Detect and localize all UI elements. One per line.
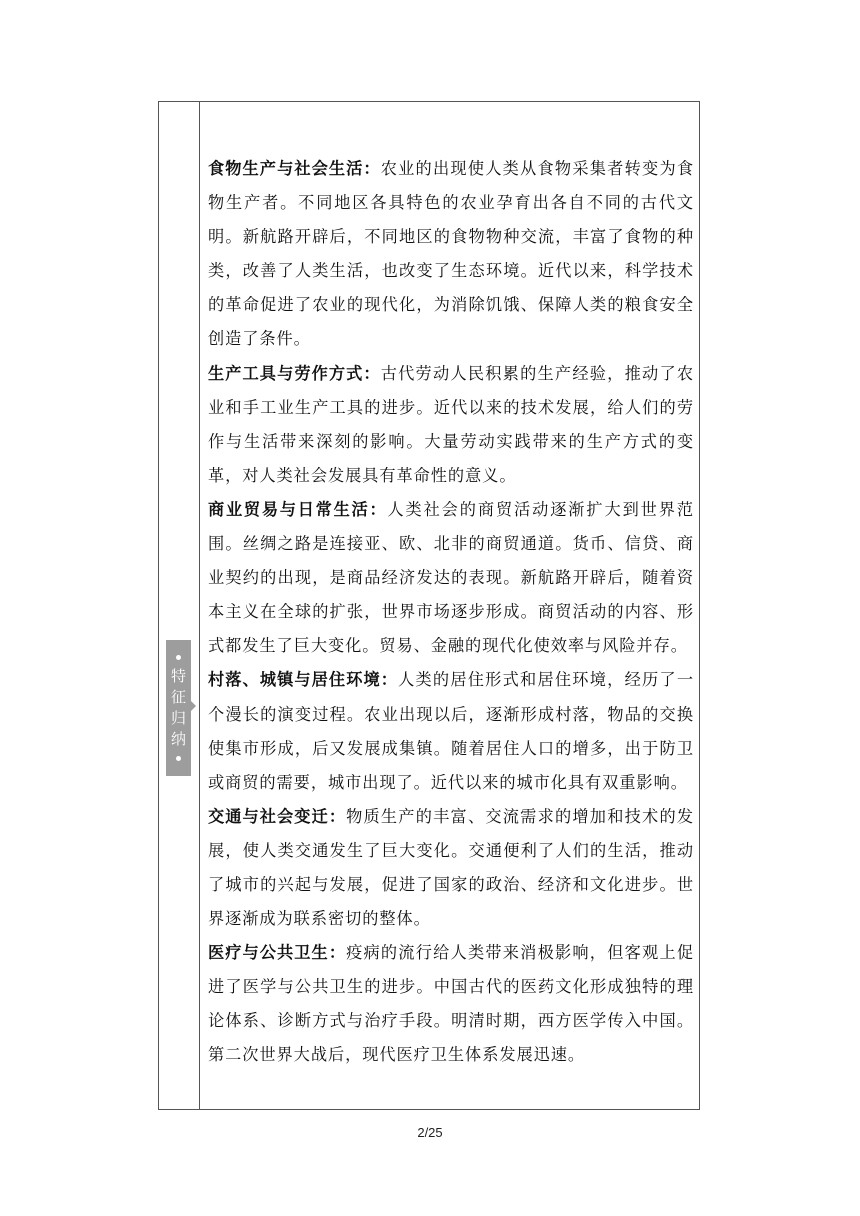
section-body: 农业的出现使人类从食物采集者转变为食物生产者。不同地区各具特色的农业孕育出各自不同的古代文明。新航路开辟后，不同地区的食物物种交流，丰富了食物的种类，改善了人类生活，也改变了生态环境。近代以来，科学技术的革命促进了农业的现代化，为消除饥饿、保障人类的粮食安全创造了条件。 — [208, 159, 695, 349]
tag-char: 特 — [170, 667, 186, 685]
section-food — [208, 152, 694, 357]
tag-dot-bottom — [176, 756, 181, 761]
section-title: 交通与社会变迁： — [208, 806, 347, 826]
section-transport — [208, 800, 694, 936]
section-settlement — [208, 663, 694, 799]
tag-dot-top — [176, 655, 181, 660]
tag-char: 归 — [170, 709, 186, 727]
section-body: 物质生产的丰富、交流需求的增加和技术的发展，使人类交通发生了巨大变化。交通便利了人们的生活，推动了城市的兴起与发展，促进了国家的政治、经济和文化进步。世界逐渐成为联系密切的整体。 — [208, 806, 694, 929]
section-body: 人类的居住形式和居住环境，经历了一个漫长的演变过程。农业出现以后，逐渐形成村落，物品的交换使集市形成，后又发展成集镇。随着居住人口的增多，出于防卫或商贸的需要，城市出现了。近代以来的城市化具有双重影响。 — [208, 670, 694, 792]
content-cell — [208, 152, 694, 1073]
tag-char: 纳 — [170, 730, 186, 748]
section-trade — [208, 493, 694, 663]
summary-table — [158, 101, 700, 1110]
section-tools — [208, 357, 694, 493]
page-number: 2/25 — [417, 1125, 443, 1140]
section-title: 商业贸易与日常生活： — [208, 499, 388, 519]
section-body: 人类社会的商贸活动逐渐扩大到世界范围。丝绸之路是连接亚、欧、北非的商贸通道。货币、信贷、商业契约的出现，是商品经济发达的表现。新航路开辟后，随着资本主义在全球的扩张，世界市场逐步形成。商贸活动的内容、形式都发生了巨大变化。贸易、金融的现代化使效率与风险并存。 — [208, 499, 694, 656]
column-divider — [199, 102, 200, 1109]
side-tag — [166, 640, 191, 776]
section-body: 古代劳动人民积累的生产经验，推动了农业和手工业生产工具的进步。近代以来的技术发展，给人们的劳作与生活带来深刻的影响。大量劳动实践带来的生产方式的变革，对人类社会发展具有革命性的意义。 — [208, 363, 695, 485]
section-health — [208, 936, 694, 1072]
section-title: 医疗与公共卫生： — [208, 943, 347, 963]
section-title: 村落、城镇与居住环境： — [208, 670, 399, 690]
section-title: 生产工具与劳作方式： — [208, 363, 381, 383]
tag-char: 征 — [170, 688, 186, 706]
section-body: 疫病的流行给人类带来消极影响，但客观上促进了医学与公共卫生的进步。中国古代的医药文化形成独特的理论体系、诊断方式与治疗手段。明清时期，西方医学传入中国。第二次世界大战后，现代医疗卫生体系发展迅速。 — [208, 943, 694, 1065]
section-title: 食物生产与社会生活： — [208, 159, 381, 178]
